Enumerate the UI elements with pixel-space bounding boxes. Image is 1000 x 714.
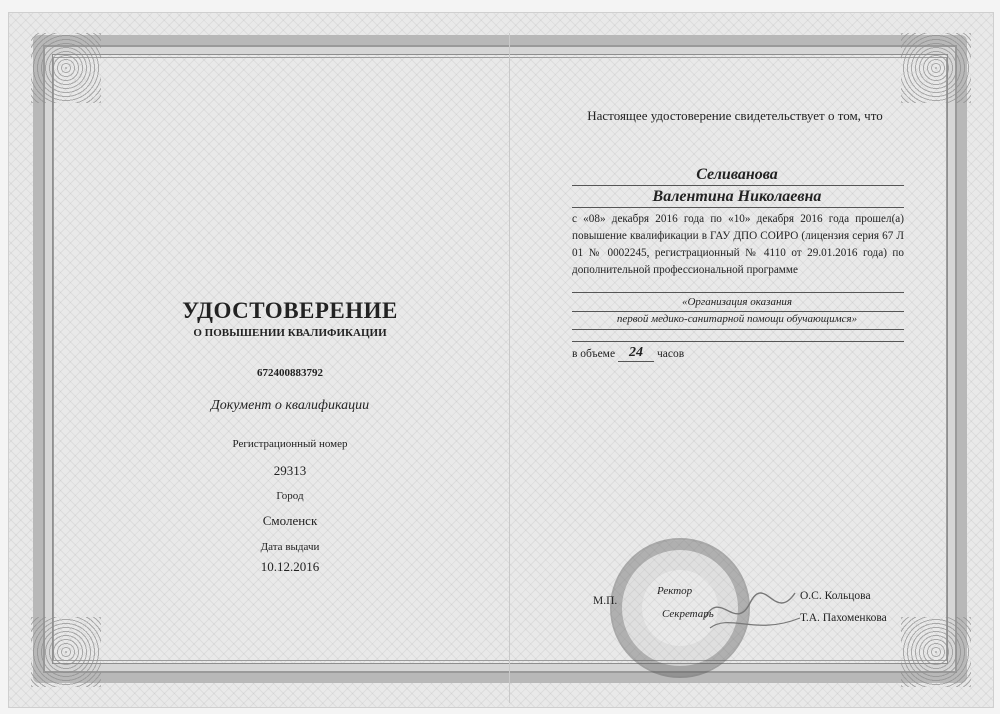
volume-label: в объеме <box>572 348 616 360</box>
certificate-subtitle: О ПОВЫШЕНИИ КВАЛИФИКАЦИИ <box>193 327 387 339</box>
volume-unit: часов <box>657 348 685 360</box>
volume-hours: 24 <box>618 345 654 362</box>
recipient-surname: Селиванова <box>696 166 778 183</box>
stamp-place-label: М.П. <box>593 595 618 607</box>
program-line <box>572 311 904 312</box>
inner-frame-line <box>53 57 947 661</box>
intro-text: Настоящее удостоверение свидетельствует о том, что <box>587 108 883 123</box>
registration-number: 29313 <box>273 463 307 478</box>
page-fold <box>509 33 510 703</box>
program-line <box>572 341 904 342</box>
body-text: с «08» декабря 2016 года по «10» декабря 2016 года прошел(а) повышение квалификации в ГАУ ДПО СОИРО (лицензия серия 67 Л 01 № 0002245, регистрационный № 4110 от 29.01.2016 года) по дополнительной профессиональной программе <box>572 213 904 276</box>
recipient-given-names: Валентина Николаевна <box>652 188 822 205</box>
registration-label: Регистрационный номер <box>232 438 348 450</box>
city-label: Город <box>276 490 304 502</box>
secretary-name: Т.А. Пахоменкова <box>800 612 887 624</box>
surname-underline <box>572 185 904 186</box>
corner-ornament <box>31 617 101 687</box>
rector-label: Ректор <box>657 585 693 597</box>
signature-icon <box>700 578 810 638</box>
program-title-line1: «Организация оказания <box>681 296 793 308</box>
certificate-title: УДОСТОВЕРЕНИЕ <box>182 298 398 323</box>
issue-date: 10.12.2016 <box>260 559 320 574</box>
corner-ornament <box>31 33 101 103</box>
issue-date-label: Дата выдачи <box>260 541 320 553</box>
serial-number: 672400883792 <box>257 367 323 379</box>
program-title-line2: первой медико-санитарной помощи обучающимся» <box>616 313 858 325</box>
document-type: Документ о квалификации <box>210 398 370 413</box>
rector-name: О.С. Кольцова <box>800 590 871 602</box>
corner-ornament <box>901 617 971 687</box>
city-value: Смоленск <box>262 513 318 528</box>
secretary-label: Секретарь <box>662 608 714 620</box>
corner-ornament <box>901 33 971 103</box>
program-line <box>572 292 904 293</box>
name-underline <box>572 207 904 208</box>
program-line <box>572 329 904 330</box>
